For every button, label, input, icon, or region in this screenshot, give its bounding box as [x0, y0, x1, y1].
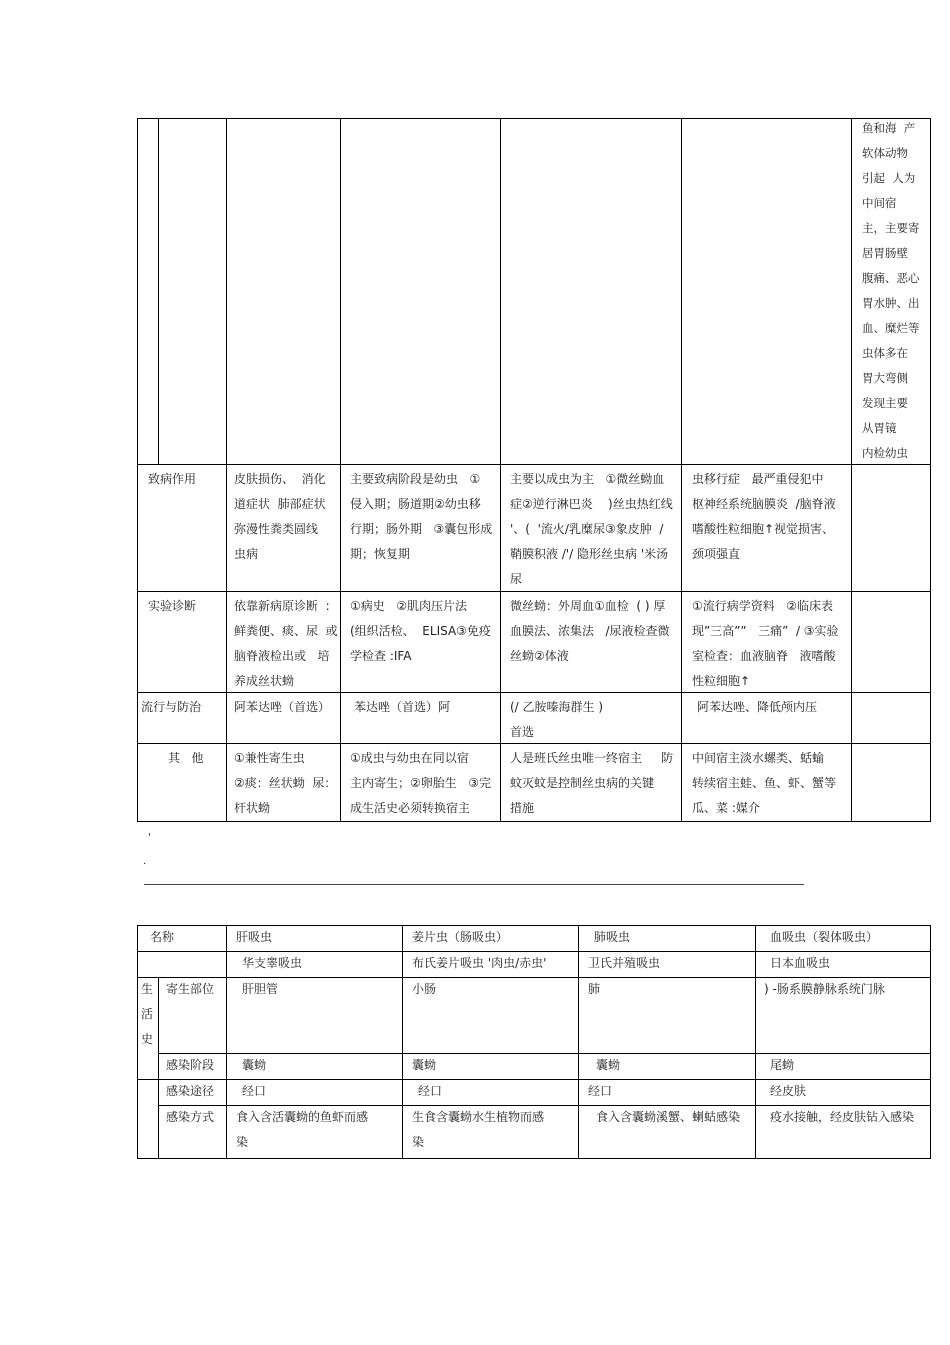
mode-col1: 食入含活囊蚴的鱼虾而感 染 — [236, 1110, 369, 1149]
route-col2: 经口 — [418, 1084, 443, 1098]
separator-line — [144, 884, 804, 885]
row-label-site: 寄生部位 — [166, 982, 215, 996]
diagnosis-col2: ①病史 ②肌肉压片法 (组织活检、 ELISA③免疫 学检查 :IFA — [350, 599, 491, 663]
site-col4: ) -肠系膜静脉系统门脉 — [764, 982, 885, 996]
stage-col3: 囊蚴 — [596, 1058, 621, 1072]
row-label-mode: 感染方式 — [166, 1110, 215, 1124]
other-col4: 中间宿主淡水螺类、蛞蝓 转续宿主蛙、鱼、虾、蟹等 瓜、菜 :媒介 — [692, 751, 837, 815]
header-name: 名称 — [150, 930, 175, 944]
other-col3: 人是班氏丝虫唯一终宿主 防 蚊灭蚊是控制丝虫病的关键 措施 — [510, 751, 674, 815]
header-intestinal-fluke: 姜片虫（肠吸虫） — [412, 930, 509, 944]
row-label-stage: 感染阶段 — [166, 1058, 215, 1072]
pathogenic-col4: 虫移行症 最严重侵犯中 枢神经系统脑膜炎 /脑脊液 嗜酸性粒细胞↑视觉损害、 颈项强直 — [692, 472, 836, 561]
site-col1: 肝胆管 — [242, 982, 279, 996]
mode-col2: 生食含囊蚴水生植物而感 染 — [412, 1110, 545, 1149]
row-label-pathogenic: 致病作用 — [148, 472, 197, 486]
row-label-prevention: 流行与防治 — [141, 700, 202, 714]
top-right-cell: 鱼和海 产 软体动物 引起 人为 中间宿 主，主要寄 居胃肠壁 腹痛、恶心 胃水肿、出 血、糜烂等 虫体多在 胃大弯侧 发现主要 从胃镜 内检幼虫 — [862, 121, 920, 460]
site-col2: 小肠 — [412, 982, 437, 996]
stray-mark-2: . — [143, 856, 147, 867]
header-lung-fluke: 肺吸虫 — [594, 930, 631, 944]
prevention-col1: 阿苯达唑（首选） — [234, 700, 331, 714]
route-col4: 经皮肤 — [770, 1084, 807, 1098]
row-label-route: 感染途径 — [166, 1084, 215, 1098]
pathogenic-col1: 皮肤损伤、 消化 道症状 肺部症状 弥漫性粪类圆线 虫病 — [234, 472, 326, 561]
species-2: 布氏姜片吸虫 '肉虫/赤虫' — [412, 956, 547, 970]
mode-col3: 食入含囊蚴溪蟹、蝲蛄感染 — [596, 1110, 741, 1124]
site-col3: 肺 — [588, 982, 601, 996]
pathogenic-col3: 主要以成虫为主 ①微丝蚴血 症②逆行淋巴炎 )丝虫热红线 '、( '流火/乳糜尿③象皮肿 / 鞘膜积液 /'/ 隐形丝虫病 '米汤 尿 — [510, 472, 673, 586]
row-label-diagnosis: 实验诊断 — [148, 599, 197, 613]
stage-col2: 囊蚴 — [412, 1058, 437, 1072]
route-col1: 经口 — [242, 1084, 267, 1098]
prevention-col2: 苯达唑（首选）阿 — [354, 700, 451, 714]
other-col1: ①兼性寄生虫 ②痰：丝状蚴 尿： 杆状蚴 — [234, 751, 337, 815]
mode-col4: 疫水接触，经皮肤钻入感染 — [770, 1110, 915, 1124]
header-blood-fluke: 血吸虫（裂体吸虫） — [770, 930, 879, 944]
diagnosis-col3: 微丝蚴：外周血①血检 ( ) 厚 血膜法、浓集法 /尿液检查微 丝蚴②体液 — [510, 599, 670, 663]
diagnosis-col4: ①流行病学资料 ②临床表 现”三高”” 三痛” / ③实验 室检查：血液脑脊 液嗜酸 性粒细胞↑ — [692, 599, 839, 688]
prevention-col3: (/ 乙胺嗪海群生 ) 首选 — [510, 700, 604, 739]
species-3: 卫氏并殖吸虫 — [588, 956, 661, 970]
stray-mark-1: ' — [148, 832, 151, 843]
life-cycle-label: 生 活 史 — [141, 982, 154, 1046]
route-col3: 经口 — [588, 1084, 613, 1098]
species-1: 华支睾吸虫 — [242, 956, 303, 970]
header-liver-fluke: 肝吸虫 — [236, 930, 273, 944]
pathogenic-col2: 主要致病阶段是幼虫 ① 侵入期；肠道期②幼虫移 行期；肠外期 ③囊包形成 期；恢复期 — [350, 472, 493, 561]
stage-col4: 尾蚴 — [770, 1058, 795, 1072]
diagnosis-col1: 依靠新病原诊断 : 鲜粪便、痰、尿 或 脑脊液检出或 培 养成丝状蚴 — [234, 599, 338, 688]
species-4: 日本血吸虫 — [770, 956, 831, 970]
stage-col1: 囊蚴 — [242, 1058, 267, 1072]
other-col2: ①成虫与幼虫在同以宿 主内寄生；②卵胎生 ③完 成生活史必须转换宿主 — [350, 751, 491, 815]
prevention-col4: 阿苯达唑、降低颅内压 — [697, 700, 818, 714]
row-label-other: 其 他 — [168, 751, 204, 765]
